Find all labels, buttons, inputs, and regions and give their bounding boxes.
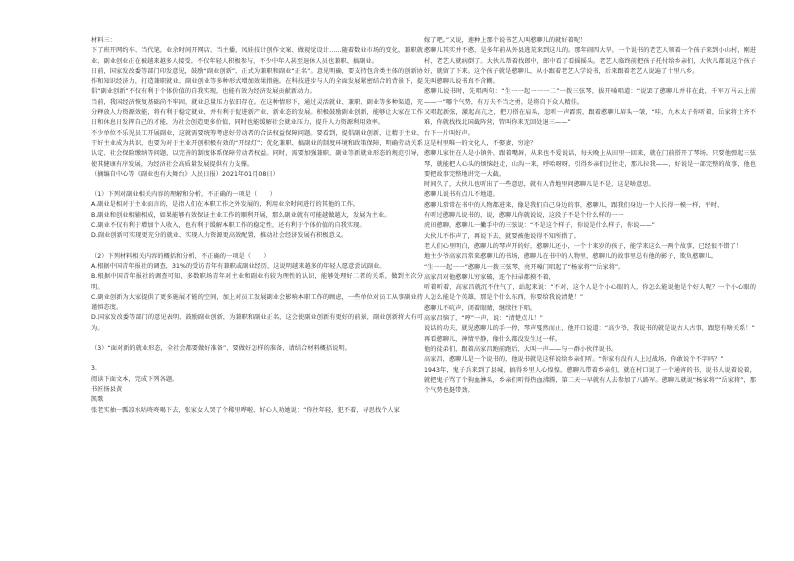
source-line: （摘编自中心等《副业也有大舞台》人民日报）2021年01月08日） [91,170,279,178]
answer-option: B.副业和创业相辅相成，如果能够有效保证主业工作的顺利开展，那么副业就有可能越做越大，发展为主业。 [91,211,391,219]
answer-option: C.副业不仅有利于增加个人收入，也有利于缓解本职工作的稳定性，还有利于个体价值的自我实现。 [91,222,366,230]
story-paragraph: 说话的功夫，就见憨聊儿的手一停，琴声戛然而止，他开口说道：“高少爷，我说书的就是说古人古事，跟您有啥关系！” [424,325,755,333]
left-column [91,36,423,416]
story-paragraph: 他的徒弟们，跟着高家昌跑前跑后，大叫一声——与一群小伙伴说书。 [424,345,618,353]
story-title: 书匠扬县黄 [91,385,123,393]
story-paragraph: 再看憨聊儿，神情平静，像什么都没发生过一样。 [424,335,562,343]
story-paragraph: 1943年，鬼子兵来到了县城，搞得乡里人心惶惶。憨聊儿带着乡亲们，就在村口说了一个通宵的书，说书人说着说着，就把鬼子骂了个狗血淋头，乡亲们听得热血沸腾，第二天一早就有人去参加了八路军。憨聊儿就说“杨家将”“岳家将”，那个气势也挺带劲。 [424,366,756,395]
story-paragraph: 高家昌对他憨聊儿穷家破，连个扫帚都摸不着， [424,273,555,281]
answer-option: A.根据中国青年报社的调查，31%的受访青年有兼职或副业经历，这说明越来越多的年轻人愿意尝试副业。 [91,262,386,270]
answer-option: D.副业创新可实现更充分的就业、实现人力资源更高效配置，推动社会经济发展有积极意义。 [91,232,348,240]
story-paragraph: 大伙儿不作声了，再说下去，就要被他说得不知所措了。 [424,232,580,240]
story-paragraph: 憨聊儿其实并不憨，是多年前从外县逃荒来到这儿的。那年闹四大旱，一个说书的老艺人领着一个孩子来到小山村，刚进村，老艺人就病倒了。大伙儿帮着找郎中，郎中看了看摇摇头。老艺人临终前把孩子托付给乡亲们，大伙儿都说这个孩子好，就留了下来。这个孩子就是憨聊儿，从小跟着老艺人学说书，后来跟着老艺人说遍了十里八乡。 [424,47,756,75]
story-paragraph: 这是村里唯一的文化人，不娶妻，穷途？ [424,139,537,147]
story-paragraph: 憨聊儿家住在人是小镇外，跟着嘴唇，从来也不爱说话，每天晚上从田里一回来，就在门前搭开了琴场。只要他弹起三弦琴，就能把人心头的烦恼赶走，山沟一来，呼哈呀呀，引得乡亲们过往走，那儿拉我——，好说是一部完整的故事，他也要把故事完整地讲完一大截。 [424,150,756,178]
story-paragraph: 憨聊儿常常在书中的人物都进来，像是我们自己身边的事，憨聊儿，跟我们身边一个人长得一模一样，平时， [424,201,724,209]
question-stem: （1）下列对副业相关内容的理解和分析，不正确的一项是（ ） [91,191,276,199]
answer-option: D.国家发改委等部门的意见表明，鼓励副业创新，为兼职和副业正名，这会使副业创新有更好的前景，副业创新将大有可为。 [91,314,423,332]
story-paragraph: 老人们心里明白，憨聊儿的琴声开的好，憨聊儿还小，一个十来岁的孩子，能学来这么一两个故事，已经很不错了！ [424,242,743,250]
question-stem: （2）下列材料相关内容的概括和分析，不正确的一项是（ ） [91,252,270,260]
answer-option: B.根据中国青年报社的调查可知，多数职场青年对主业和副业有较为理性的认识，能够处理好二者的关系，做到主次分明。 [91,273,423,291]
story-paragraph: 台下一片叫好声。 [424,129,474,137]
story-paragraph: 先叫憨聊儿说书真不含糊。 [424,78,499,86]
story-paragraph: 高家昌恼了，“哼”一声，说：“清楚点儿！” [424,315,544,323]
answer-option: C.副业创新为大家提供了更多施展才能的空间，加上对员工发展副业会影响本职工作的顾虑，一些单位对员工从事副业持谨慎态度。 [91,293,423,312]
material-paragraph: 日前，国家发改委等部门印发意见，鼓励“副业创新”，正式为兼职和副业“正名”。意见明确，要支持包含类主体的创新协作和知识经济力，打造兼职就业、副业创业等多种形式增加效果措施。在科技进步与人的全面发展紧密结合的背景下，提倡“副业创新”不仅有利于个体价值的自我实现，也能有效为经济发展贡献新动力。 [91,67,423,96]
story-paragraph: 虎田憨聊，憨聊儿一撇手中的三弦说：“不是这个样子，你说是什么样子，你说——” [424,222,656,230]
material-paragraph: 下了班开网约车、当代笔，业余时间开网店、当主播，凤娃技计创作文案、做视觉设计……随着数业市场的变化，兼职就业、副业创业正在被越来越多人接受。不仅年轻人积极参与，不少中年人甚至退休人员也兼职、搞副业。 [91,47,423,65]
material-paragraph: 当前，我国经济恢复基础尚不牢固，就业总量压力依旧存在。在这种情形下，通过灵活就业、兼职、副业等多种渠道，充分释放人力资源效能，将有利于稳定就业，并有利于促进新产业、新业态的发展。积极鼓励副业创新，能够让大家在工作日和休息日发挥自己的才能，为社会创造更多价值，同时也能缓解社会就业压力，提升人力资源利用效率。 [91,98,423,127]
right-column [424,36,756,396]
story-paragraph: 憨聊儿不吭声，闭着眼睛，继续往下唱。 [424,304,537,312]
material-heading: 材料三： [91,37,116,44]
section-instruction: 阅读下面文本，完成下列各题。 [91,375,179,383]
story-paragraph: 憨聊儿说书有点儿不地道。 [424,191,499,199]
story-paragraph: 时间久了，大伙儿也听出了一些意思，就有人背地里问憨聊儿是不是，这是啥意思。 [424,181,655,189]
story-paragraph: 又唱起新弦，激起高亢之，把刀搭在肩头，忽听一声霹雳，跟着憨聊儿眉头一皱，“哇，九木太子你听着，岳家将士齐不难，你就找找北国截阵营，管叫你来无回处退三——” [424,109,756,127]
story-paragraph: 嫁了吧。”又说，莲种上那个说书艺人叫憨聊儿的就好着呢！ [424,37,587,44]
story-paragraph: “生一一起一一”憨聊儿一拨三弦琴，亮开嗓门唱起了“杨家将”“岳家将”。 [424,263,625,271]
story-paragraph: 憨聊儿说书时，先唱两句：“生一一起一一一二”一拨三弦琴，拔开嗓唱道：“说罢了憨聊儿并非在此，千军万马云上前——一”哪个气势，有万夫不当之勇，是将自下众人精佳。 [424,88,756,106]
story-paragraph: 有听过憨聊儿说书的，说，憨聊儿你就说说，这段子不是个什么样的一一 [424,212,624,220]
story-paragraph: 高家昌，憨聊儿是一个说书的，他说书就是这样说给乡亲们听。“你家有没有人上过战场，你敢说个不字吗？” [424,356,724,364]
section-number: 3. [91,365,98,373]
material-paragraph: 不少单位不乐见员工开展副业，这就需要统筹考虑好劳动者的合法权益保障问题。要看到，提倡副业创新，让精于主业、干好主业成为共识，也要为对于主业开创积极有效的“开绿灯”；优化兼职、搞副业的制度环境和政策保障，明确劳动关系认定、社会保险缴纳等问题，以完善的制度体系保障劳动者权益。同时，需要加强兼职、副业等新就业形态的规范引导，使其健康有序发展，为经济社会高质量发展提供有力支撑。 [91,129,423,168]
story-author: 凯歌 [91,396,104,404]
question-stem: （3）“面对新的就业形态，全社会都要做好准备”，要做好怎样的准备，请结合材料概括说明。 [91,345,351,353]
story-paragraph: 地主少爷高家昌常来憨聊儿的书场，憨聊儿在书中的人物里，憨聊儿的故事里总有他的影子，欺负憨聊儿。 [424,253,718,261]
story-paragraph: 张老实抽一瓢凉水咕咚咚喝下去，张家女人哭了个稀里哗啦，好心人劝她说：“你往年轻，犯不着，寻思找个人家 [91,406,400,414]
story-paragraph: 听着听着，高家昌就沉不住气了，站起来说：“不对，这个人是个小心眼的人，你怎么能说他是个好人呢？一个小心眼的人怎么能是个英雄，那是个什么东西，你要给我说清楚！” [424,284,756,302]
answer-option: A.副业是相对于主业而言的，是指人们在本职工作之外发展的，利用业余时间进行的其他的工作。 [91,201,360,209]
